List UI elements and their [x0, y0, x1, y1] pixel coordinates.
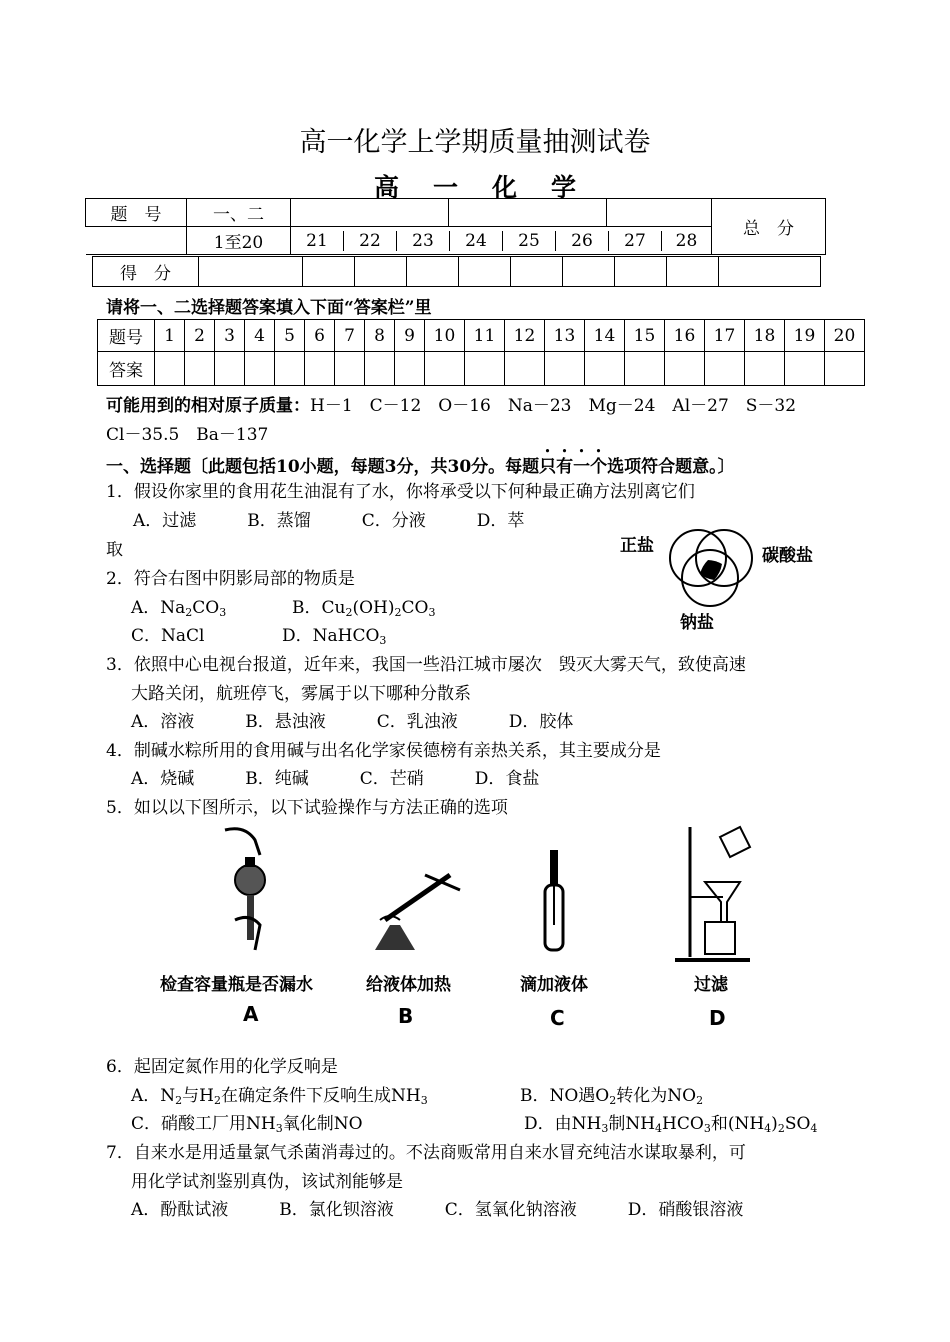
- answer-cell[interactable]: [625, 352, 665, 386]
- section1-header-text: 一、选择题〔此题包括10小题，每题3分，共30分。每题: [106, 457, 540, 477]
- answer-cell[interactable]: [545, 352, 585, 386]
- question-number: 25: [503, 231, 556, 251]
- answer-tihao-label: 题号: [98, 320, 155, 352]
- question-number: 28: [662, 231, 712, 251]
- answer-cell[interactable]: [745, 352, 785, 386]
- answer-cell[interactable]: [585, 352, 625, 386]
- answer-number: 20: [825, 320, 865, 352]
- answer-number: 19: [785, 320, 825, 352]
- figure-b-letter: B: [398, 1004, 414, 1028]
- figure-c-label: 滴加液体: [520, 975, 588, 995]
- total-input-cell[interactable]: [719, 257, 821, 287]
- score-input-cell[interactable]: [459, 257, 511, 287]
- q2-stem: 2．符合右图中阴影局部的物质是: [106, 569, 355, 589]
- q7-options: A．酚酞试液 B．氯化钡溶液 C．氢氧化钠溶液 D．硝酸银溶液: [131, 1200, 744, 1220]
- q2-option-d: D．NaHCO$_3$: [282, 626, 387, 647]
- defen-label: 得 分: [93, 257, 199, 287]
- question-number: 23: [397, 231, 450, 251]
- q3-stem: 3．依照中心电视台报道，近年来，我国一些沿江城市屡次 毁灭大雾天气，致使高速: [106, 655, 746, 675]
- answer-cell[interactable]: [705, 352, 745, 386]
- question-number: 27: [609, 231, 662, 251]
- answer-cell[interactable]: [305, 352, 335, 386]
- q2-option-a: A．$Na_2CO_3$: [131, 598, 227, 619]
- answer-cell[interactable]: [185, 352, 215, 386]
- answer-cell[interactable]: [215, 352, 245, 386]
- section1-header-emphasis: 只有一个: [539, 457, 608, 477]
- score-cell: [86, 227, 187, 255]
- venn-label-zhengyan: 正盐: [620, 536, 654, 556]
- answer-cell[interactable]: [395, 352, 425, 386]
- figure-d-filtration: [665, 822, 765, 967]
- answer-number: 17: [705, 320, 745, 352]
- q2-option-c: C．NaCl: [131, 626, 205, 646]
- question-number: 24: [450, 231, 503, 251]
- question-number: 21: [291, 231, 344, 251]
- q6-option-b: B．NO遇$O_2$转化为$NO_2$: [520, 1086, 704, 1107]
- answer-number: 11: [465, 320, 505, 352]
- section-label: 一、二: [187, 199, 291, 227]
- atomic-mass-label: 可能用到的相对原子质量：: [106, 396, 310, 416]
- q6-stem: 6．起固定氮作用的化学反响是: [106, 1057, 338, 1077]
- figure-a-letter: A: [243, 1002, 259, 1026]
- question-number: 22: [344, 231, 397, 251]
- figure-a-label: 检查容量瓶是否漏水: [160, 975, 313, 995]
- answer-number: 6: [305, 320, 335, 352]
- page-title: 高一化学上学期质量抽测试卷: [299, 127, 651, 158]
- answer-cell[interactable]: [335, 352, 365, 386]
- q6-option-d: D．由$NH_3$制$NH_4HCO_3$和$(NH_4)_2SO_4$: [524, 1114, 818, 1135]
- answer-number: 1: [155, 320, 185, 352]
- score-input-cell[interactable]: [667, 257, 719, 287]
- answer-number: 12: [505, 320, 545, 352]
- page-subtitle: 高一化学: [373, 173, 610, 202]
- answer-cell[interactable]: [245, 352, 275, 386]
- q2-option-b: B．$Cu_2(OH)_2CO_3$: [292, 598, 436, 619]
- total-label: 总 分: [712, 199, 826, 255]
- answer-instruction: 请将一、二选择题答案填入下面“答案栏”里: [106, 298, 432, 318]
- answer-cell[interactable]: [665, 352, 705, 386]
- figure-d-label: 过滤: [694, 975, 728, 995]
- answer-number: 8: [365, 320, 395, 352]
- answer-cell[interactable]: [275, 352, 305, 386]
- score-cell: [291, 199, 449, 227]
- answer-number: 13: [545, 320, 585, 352]
- section1-header: [106, 447, 735, 477]
- atomic-mass-line: [106, 391, 796, 416]
- q1-stem: 1．假设你家里的食用花生油混有了水，你将承受以下何种最正确方法别离它们: [106, 482, 695, 502]
- q3-options: A．溶液 B．悬浊液 C．乳浊液 D．胶体: [131, 712, 574, 732]
- q3-stem-2: 大路关闭，航班停飞，雾属于以下哪种分散系: [131, 684, 471, 704]
- q7-stem-2: 用化学试剂鉴别真伪，该试剂能够是: [131, 1172, 403, 1192]
- q4-options: A．烧碱 B．纯碱 C．芒硝 D．食盐: [131, 769, 540, 789]
- question-number: 26: [556, 231, 609, 251]
- question-number-row: [291, 231, 711, 251]
- answer-number: 5: [275, 320, 305, 352]
- score-input-cell[interactable]: [199, 257, 303, 287]
- range-label: 1至20: [187, 227, 291, 255]
- q6-option-c: C．硝酸工厂用$NH_3$氧化制NO: [131, 1114, 363, 1135]
- answer-number: 7: [335, 320, 365, 352]
- tihao-label: 题 号: [86, 199, 187, 227]
- figure-c-dropper: [535, 850, 575, 955]
- venn-circle-zhengyan: [670, 530, 726, 586]
- score-table-header: [85, 198, 826, 255]
- answer-number: 2: [185, 320, 215, 352]
- score-table-defen: [92, 256, 821, 287]
- figure-d-letter: D: [709, 1006, 726, 1030]
- score-input-cell[interactable]: [511, 257, 563, 287]
- q1-options-wrap: 取: [106, 540, 123, 560]
- venn-circle-tansuanyan: [696, 530, 752, 586]
- answer-cell[interactable]: [505, 352, 545, 386]
- q4-stem: 4．制碱水粽所用的食用碱与出名化学家侯德榜有亲热关系，其主要成分是: [106, 741, 661, 761]
- answer-number: 10: [425, 320, 465, 352]
- answer-cell[interactable]: [155, 352, 185, 386]
- answer-daan-label: 答案: [98, 352, 155, 386]
- q5-stem: 5．如以以下图所示，以下试验操作与方法正确的选项: [106, 798, 508, 818]
- answer-number: 4: [245, 320, 275, 352]
- score-input-cell[interactable]: [355, 257, 407, 287]
- score-input-cell[interactable]: [615, 257, 667, 287]
- score-input-cell[interactable]: [563, 257, 615, 287]
- answer-number: 14: [585, 320, 625, 352]
- atomic-mass-values: H－1 C－12 O－16 Na－23 Mg－24 Al－27 S－32: [310, 396, 797, 416]
- score-cell: [449, 199, 607, 227]
- figure-a-flask: [205, 825, 295, 955]
- venn-label-naiyan: 钠盐: [680, 613, 714, 633]
- section1-header-text: 选项符合题意。〕: [607, 457, 735, 477]
- answer-number: 3: [215, 320, 245, 352]
- q7-stem: 7．自来水是用适量氯气杀菌消毒过的。不法商贩常用自来水冒充纯洁水谋取暴利，可: [106, 1143, 746, 1163]
- answer-number: 15: [625, 320, 665, 352]
- answer-cell[interactable]: [425, 352, 465, 386]
- venn-diagram: [660, 520, 760, 610]
- answer-table: [97, 319, 865, 386]
- answer-number: 16: [665, 320, 705, 352]
- figure-c-letter: C: [550, 1006, 565, 1030]
- figure-b-label: 给液体加热: [366, 975, 451, 995]
- answer-cell[interactable]: [365, 352, 395, 386]
- answer-number: 9: [395, 320, 425, 352]
- answer-cell[interactable]: [785, 352, 825, 386]
- score-cell: [607, 199, 712, 227]
- score-input-cell[interactable]: [303, 257, 355, 287]
- answer-cell[interactable]: [465, 352, 505, 386]
- score-input-cell[interactable]: [407, 257, 459, 287]
- q6-option-a: A．$N_2$与$H_2$在确定条件下反响生成$NH_3$: [131, 1086, 428, 1107]
- answer-cell[interactable]: [825, 352, 865, 386]
- atomic-mass-values-2: Cl－35.5 Ba－137: [106, 425, 269, 445]
- figure-b-heating: [365, 860, 475, 960]
- venn-label-tansuanyan: 碳酸盐: [762, 546, 813, 566]
- answer-number: 18: [745, 320, 785, 352]
- q1-options: A．过滤 B．蒸馏 C．分液 D．萃: [133, 511, 525, 531]
